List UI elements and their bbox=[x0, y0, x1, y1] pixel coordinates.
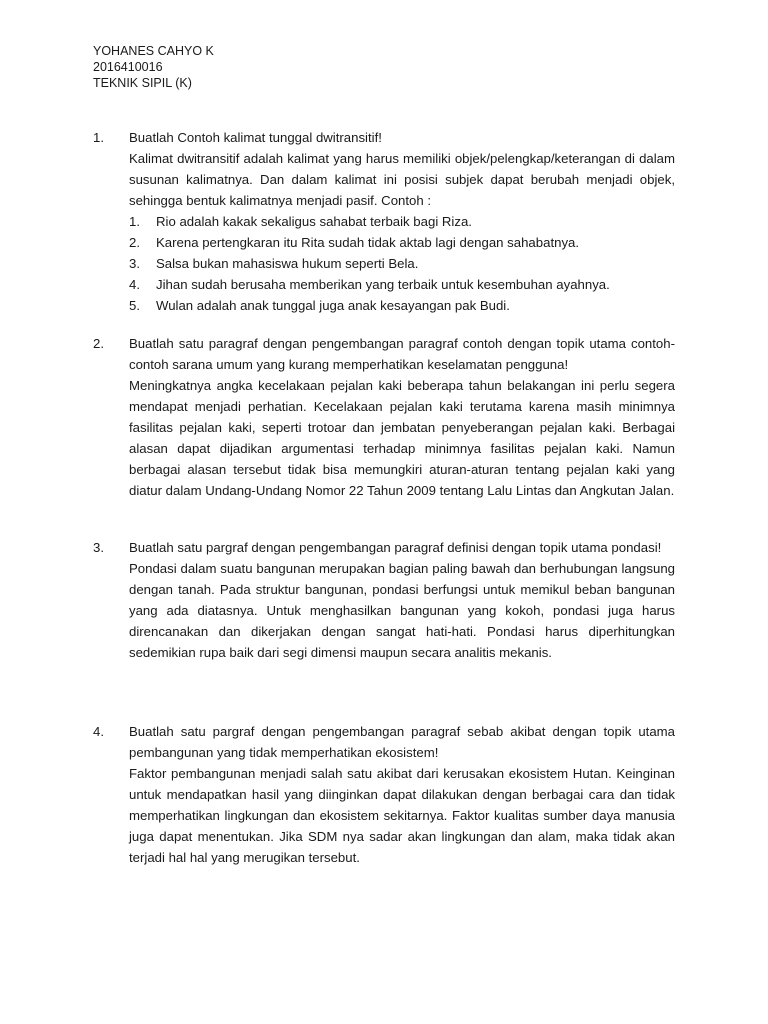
question-2 bbox=[93, 333, 675, 501]
list-item-text: Rio adalah kakak sekaligus sahabat terbaik bagi Riza. bbox=[156, 214, 472, 229]
list-item-number: 5. bbox=[129, 298, 140, 313]
list-item bbox=[129, 295, 675, 316]
student-program: TEKNIK SIPIL (K) bbox=[93, 76, 192, 90]
list-item-text: Salsa bukan mahasiswa hukum seperti Bela. bbox=[156, 256, 419, 271]
list-item-number: 4. bbox=[129, 277, 140, 292]
question-number: 3. bbox=[93, 540, 104, 555]
list-item bbox=[129, 211, 675, 232]
question-answer: Pondasi dalam suatu bangunan merupakan bagian paling bawah dan berhubungan langsung dengan tanah. Pada struktur bangunan, pondasi berfungsi untuk memikul beban bangunan yang ada diatasnya. Untuk menghasilkan bangunan yang kokoh, pondasi juga harus direncanakan dan dikerjakan dengan sangat hati-hati. Pondasi harus diperhitungkan sedemikian rupa baik dari segi dimensi maupun secara analitis mekanis. bbox=[129, 561, 675, 660]
list-item-number: 2. bbox=[129, 235, 140, 250]
list-item-number: 3. bbox=[129, 256, 140, 271]
student-id: 2016410016 bbox=[93, 60, 163, 74]
question-3 bbox=[93, 537, 675, 663]
question-title: Buatlah satu pargraf dengan pengembangan paragraf sebab akibat dengan topik utama pembangunan yang tidak memperhatikan ekosistem! bbox=[129, 724, 675, 760]
student-name: YOHANES CAHYO K bbox=[93, 44, 214, 58]
example-list bbox=[129, 211, 675, 316]
list-item-text: Wulan adalah anak tunggal juga anak kesayangan pak Budi. bbox=[156, 298, 510, 313]
question-number: 1. bbox=[93, 130, 104, 145]
question-title: Buatlah satu paragraf dengan pengembangan paragraf contoh dengan topik utama contoh-contoh sarana umum yang kurang memperhatikan keselamatan pengguna! bbox=[129, 336, 675, 372]
list-item bbox=[129, 274, 675, 295]
question-answer: Kalimat dwitransitif adalah kalimat yang harus memiliki objek/pelengkap/keterangan di dalam susunan kalimatnya. Dan dalam kalimat ini posisi subjek dapat berubah menjadi objek, sehingga bentuk kalimatnya menjadi pasif. Contoh : bbox=[129, 151, 675, 208]
question-number: 2. bbox=[93, 336, 104, 351]
question-answer: Meningkatnya angka kecelakaan pejalan kaki beberapa tahun belakangan ini perlu segera mendapat menjadi perhatian. Kecelakaan pejalan kaki terutama karena masih minimnya fasilitas pejalan kaki, seperti trotoar dan jembatan penyeberangan pejalan kaki. Berbagai alasan dapat dijadikan argumentasi terhadap minimnya fasilitas pejalan kaki. Namun berbagai alasan tersebut tidak bisa memungkiri aturan-aturan tentang pejalan kaki yang diatur dalam Undang-Undang Nomor 22 Tahun 2009 tentang Lalu Lintas dan Angkutan Jalan. bbox=[129, 378, 675, 498]
student-header bbox=[93, 43, 214, 91]
list-item-number: 1. bbox=[129, 214, 140, 229]
question-1 bbox=[93, 127, 675, 316]
list-item-text: Jihan sudah berusaha memberikan yang terbaik untuk kesembuhan ayahnya. bbox=[156, 277, 610, 292]
question-title: Buatlah Contoh kalimat tunggal dwitransitif! bbox=[129, 130, 382, 145]
list-item bbox=[129, 232, 675, 253]
list-item bbox=[129, 253, 675, 274]
list-item-text: Karena pertengkaran itu Rita sudah tidak aktab lagi dengan sahabatnya. bbox=[156, 235, 580, 250]
question-number: 4. bbox=[93, 724, 104, 739]
question-answer: Faktor pembangunan menjadi salah satu akibat dari kerusakan ekosistem Hutan. Keinginan untuk mendapatkan hasil yang diinginkan dapat dilakukan dengan berbagai cara dan tidak memperhatikan lingkungan dan ekosistem sekitarnya. Faktor kualitas sumber daya manusia juga dapat menentukan. Jika SDM nya sadar akan lingkungan dan alam, maka tidak akan terjadi hal hal yang merugikan tersebut. bbox=[129, 766, 675, 865]
question-4 bbox=[93, 721, 675, 868]
question-title: Buatlah satu pargraf dengan pengembangan paragraf definisi dengan topik utama pondasi! bbox=[129, 540, 662, 555]
